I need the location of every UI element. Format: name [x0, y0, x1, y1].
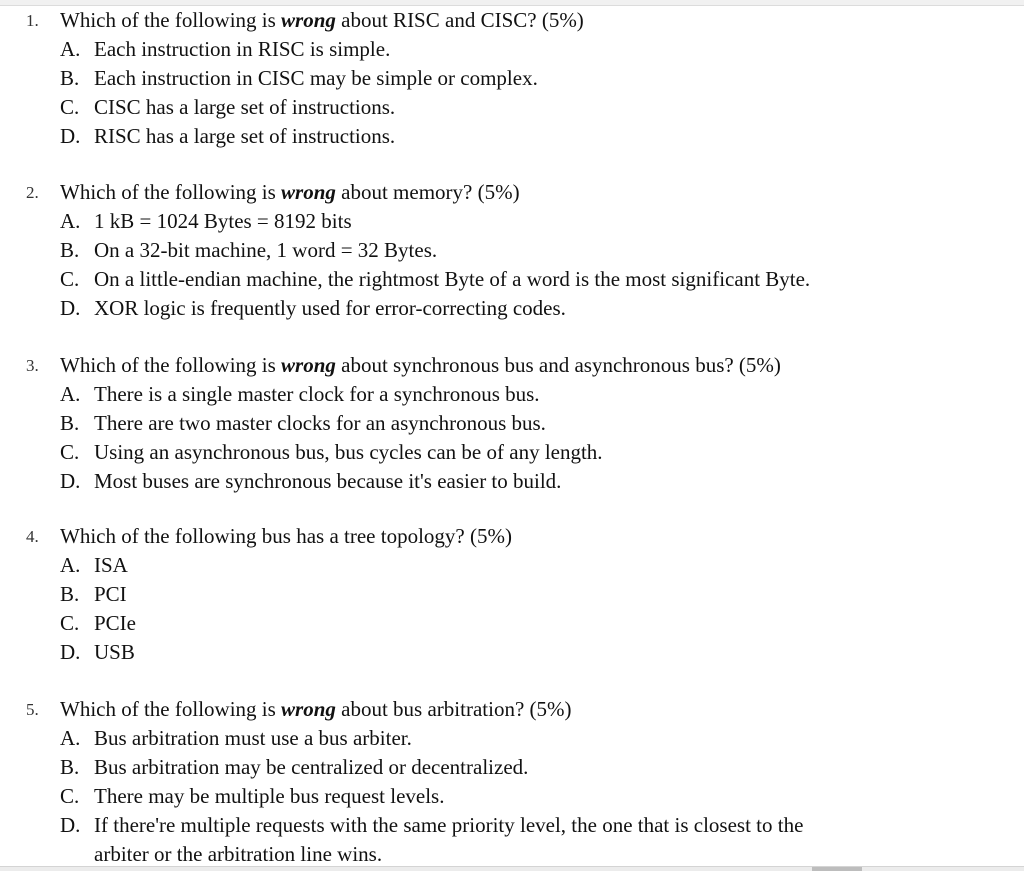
option-letter: A.: [60, 726, 81, 750]
question-number: 2.: [26, 183, 39, 202]
option-text: There may be multiple bus request levels.: [94, 784, 445, 808]
option-letter: C.: [60, 611, 80, 635]
option-text: Each instruction in CISC may be simple or complex.: [94, 66, 538, 90]
option-text: PCIe: [94, 611, 136, 635]
question-2: [0, 178, 1000, 323]
option-text: Each instruction in RISC is simple.: [94, 37, 391, 61]
option-b: [0, 580, 1000, 609]
option-text: 1 kB = 1024 Bytes = 8192 bits: [94, 209, 352, 233]
question-prefix: Which of the following bus has a tree topology? (5%): [60, 524, 512, 548]
option-text: If there're multiple requests with the same priority level, the one that is closest to the: [94, 813, 804, 837]
option-letter: A.: [60, 382, 81, 406]
option-a: [0, 35, 1000, 64]
question-emphasis: wrong: [281, 353, 336, 377]
option-text: PCI: [94, 582, 127, 606]
option-text: RISC has a large set of instructions.: [94, 124, 396, 148]
option-text: On a little-endian machine, the rightmost Byte of a word is the most significant Byte.: [94, 267, 811, 291]
option-letter: C.: [60, 440, 80, 464]
option-letter: D.: [60, 124, 81, 148]
question-5: [0, 695, 1000, 869]
question-number: 3.: [26, 356, 39, 375]
option-letter: C.: [60, 95, 80, 119]
option-text: Using an asynchronous bus, bus cycles can be of any length.: [94, 440, 603, 464]
question-text: [60, 178, 520, 207]
option-letter: D.: [60, 640, 81, 664]
option-d: [0, 294, 1000, 323]
option-d: [0, 122, 1000, 151]
question-stem: [0, 6, 1000, 35]
question-prefix: Which of the following is: [60, 697, 282, 721]
option-text: Bus arbitration must use a bus arbiter.: [94, 726, 412, 750]
option-text: USB: [94, 640, 135, 664]
question-emphasis: wrong: [281, 697, 336, 721]
question-4: [0, 522, 1000, 667]
option-letter: C.: [60, 784, 80, 808]
option-text: On a 32-bit machine, 1 word = 32 Bytes.: [94, 238, 438, 262]
option-letter: B.: [60, 755, 80, 779]
option-b: [0, 409, 1000, 438]
option-text: XOR logic is frequently used for error-correcting codes.: [94, 296, 566, 320]
question-number: 5.: [26, 700, 39, 719]
option-d: [0, 467, 1000, 496]
option-c: [0, 438, 1000, 467]
option-b: [0, 236, 1000, 265]
option-text: Bus arbitration may be centralized or decentralized.: [94, 755, 529, 779]
option-letter: A.: [60, 37, 81, 61]
question-suffix: about RISC and CISC? (5%): [335, 8, 584, 32]
option-text: ISA: [94, 553, 128, 577]
option-letter: A.: [60, 553, 81, 577]
option-letter: A.: [60, 209, 81, 233]
option-b: [0, 753, 1000, 782]
option-c: [0, 93, 1000, 122]
option-c: [0, 265, 1000, 294]
option-letter: D.: [60, 813, 81, 837]
question-stem: [0, 695, 1000, 724]
question-prefix: Which of the following is: [60, 353, 282, 377]
option-d: [0, 638, 1000, 667]
question-emphasis: wrong: [281, 180, 336, 204]
question-stem: [0, 522, 1000, 551]
option-text-continuation: arbiter or the arbitration line wins.: [94, 842, 383, 866]
option-letter: D.: [60, 296, 81, 320]
scrollbar-thumb[interactable]: [812, 867, 862, 871]
question-1: [0, 6, 1000, 151]
option-a: [0, 551, 1000, 580]
option-letter: D.: [60, 469, 81, 493]
question-number: 1.: [26, 11, 39, 30]
question-prefix: Which of the following is: [60, 180, 282, 204]
option-a: [0, 724, 1000, 753]
option-d: [0, 811, 1000, 840]
option-c: [0, 782, 1000, 811]
question-text: [60, 522, 512, 551]
option-text: There is a single master clock for a synchronous bus.: [94, 382, 540, 406]
question-suffix: about synchronous bus and asynchronous bus? (5%): [335, 353, 781, 377]
question-stem: [0, 178, 1000, 207]
option-letter: B.: [60, 66, 80, 90]
option-a: [0, 207, 1000, 236]
option-letter: B.: [60, 582, 80, 606]
question-3: [0, 351, 1000, 496]
option-a: [0, 380, 1000, 409]
question-number: 4.: [26, 527, 39, 546]
question-suffix: about bus arbitration? (5%): [335, 697, 572, 721]
option-c: [0, 609, 1000, 638]
option-text: CISC has a large set of instructions.: [94, 95, 396, 119]
question-stem: [0, 351, 1000, 380]
option-text: There are two master clocks for an asynchronous bus.: [94, 411, 546, 435]
question-emphasis: wrong: [281, 8, 336, 32]
question-text: [60, 695, 572, 724]
question-suffix: about memory? (5%): [335, 180, 520, 204]
option-letter: B.: [60, 411, 80, 435]
option-b: [0, 64, 1000, 93]
question-prefix: Which of the following is: [60, 8, 282, 32]
horizontal-scrollbar[interactable]: [0, 866, 1024, 871]
question-text: [60, 6, 584, 35]
question-text: [60, 351, 781, 380]
option-text: Most buses are synchronous because it's easier to build.: [94, 469, 562, 493]
option-letter: B.: [60, 238, 80, 262]
option-d-continuation: [0, 840, 1000, 869]
option-letter: C.: [60, 267, 80, 291]
